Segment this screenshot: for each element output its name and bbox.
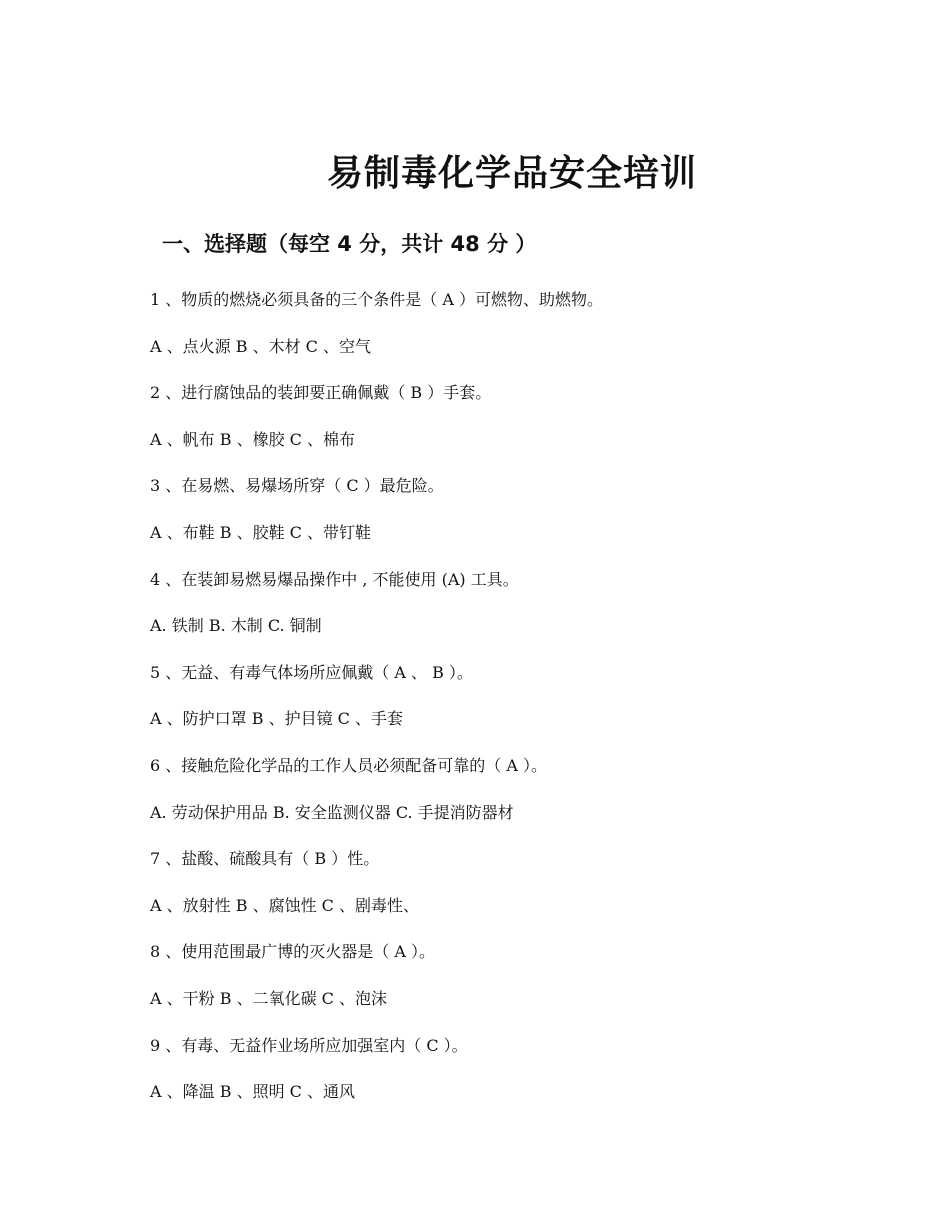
question-options: A 、帆布 B 、橡胶 C 、棉布	[150, 429, 355, 449]
question-item	[150, 1030, 910, 1123]
question-text: 5 、无益、有毒气体场所应佩戴（ A 、 B ）。	[150, 662, 473, 682]
question-options: A. 铁制 B. 木制 C. 铜制	[150, 616, 322, 636]
question-item	[150, 750, 910, 843]
question-options: A 、放射性 B 、腐蚀性 C 、剧毒性、	[150, 895, 419, 915]
question-text: 2 、进行腐蚀品的装卸要正确佩戴（ B ）手套。	[150, 383, 492, 403]
question-text: 3 、在易燃、易爆场所穿（ C ）最危险。	[150, 476, 444, 496]
section-heading: 一、选择题（每空 4 分，共计 48 分 ）	[162, 232, 537, 256]
question-item	[150, 470, 910, 563]
document-title: 易制毒化学品安全培训	[326, 153, 697, 194]
question-item	[150, 657, 910, 750]
question-options: A. 劳动保护用品 B. 安全监测仪器 C. 手提消防器材	[150, 802, 514, 822]
question-options: A 、降温 B 、照明 C 、通风	[150, 1082, 355, 1102]
question-text: 6 、接触危险化学品的工作人员必须配备可靠的（ A ）。	[150, 755, 547, 775]
question-item	[150, 564, 910, 657]
question-options: A 、点火源 B 、木材 C 、空气	[150, 336, 371, 356]
question-text: 9 、有毒、无益作业场所应加强室内（ C ）。	[150, 1035, 468, 1055]
question-options: A 、布鞋 B 、胶鞋 C 、带钉鞋	[150, 522, 371, 542]
question-item	[150, 377, 910, 470]
question-item	[150, 284, 910, 377]
question-text: 1 、物质的燃烧必须具备的三个条件是（ A ）可燃物、助燃物。	[150, 290, 603, 309]
question-item	[150, 936, 910, 1029]
question-text: 4 、在装卸易燃易爆品操作中 , 不能使用 (A) 工具。	[150, 569, 519, 589]
question-options: A 、防护口罩 B 、护目镜 C 、手套	[150, 709, 403, 729]
question-text: 7 、盐酸、硫酸具有（ B ）性。	[150, 849, 380, 869]
question-list	[150, 284, 910, 1123]
question-item	[150, 843, 910, 936]
question-text: 8 、使用范围最广博的灭火器是（ A ）。	[150, 942, 435, 962]
question-options: A 、干粉 B 、二氧化碳 C 、泡沫	[150, 988, 387, 1008]
